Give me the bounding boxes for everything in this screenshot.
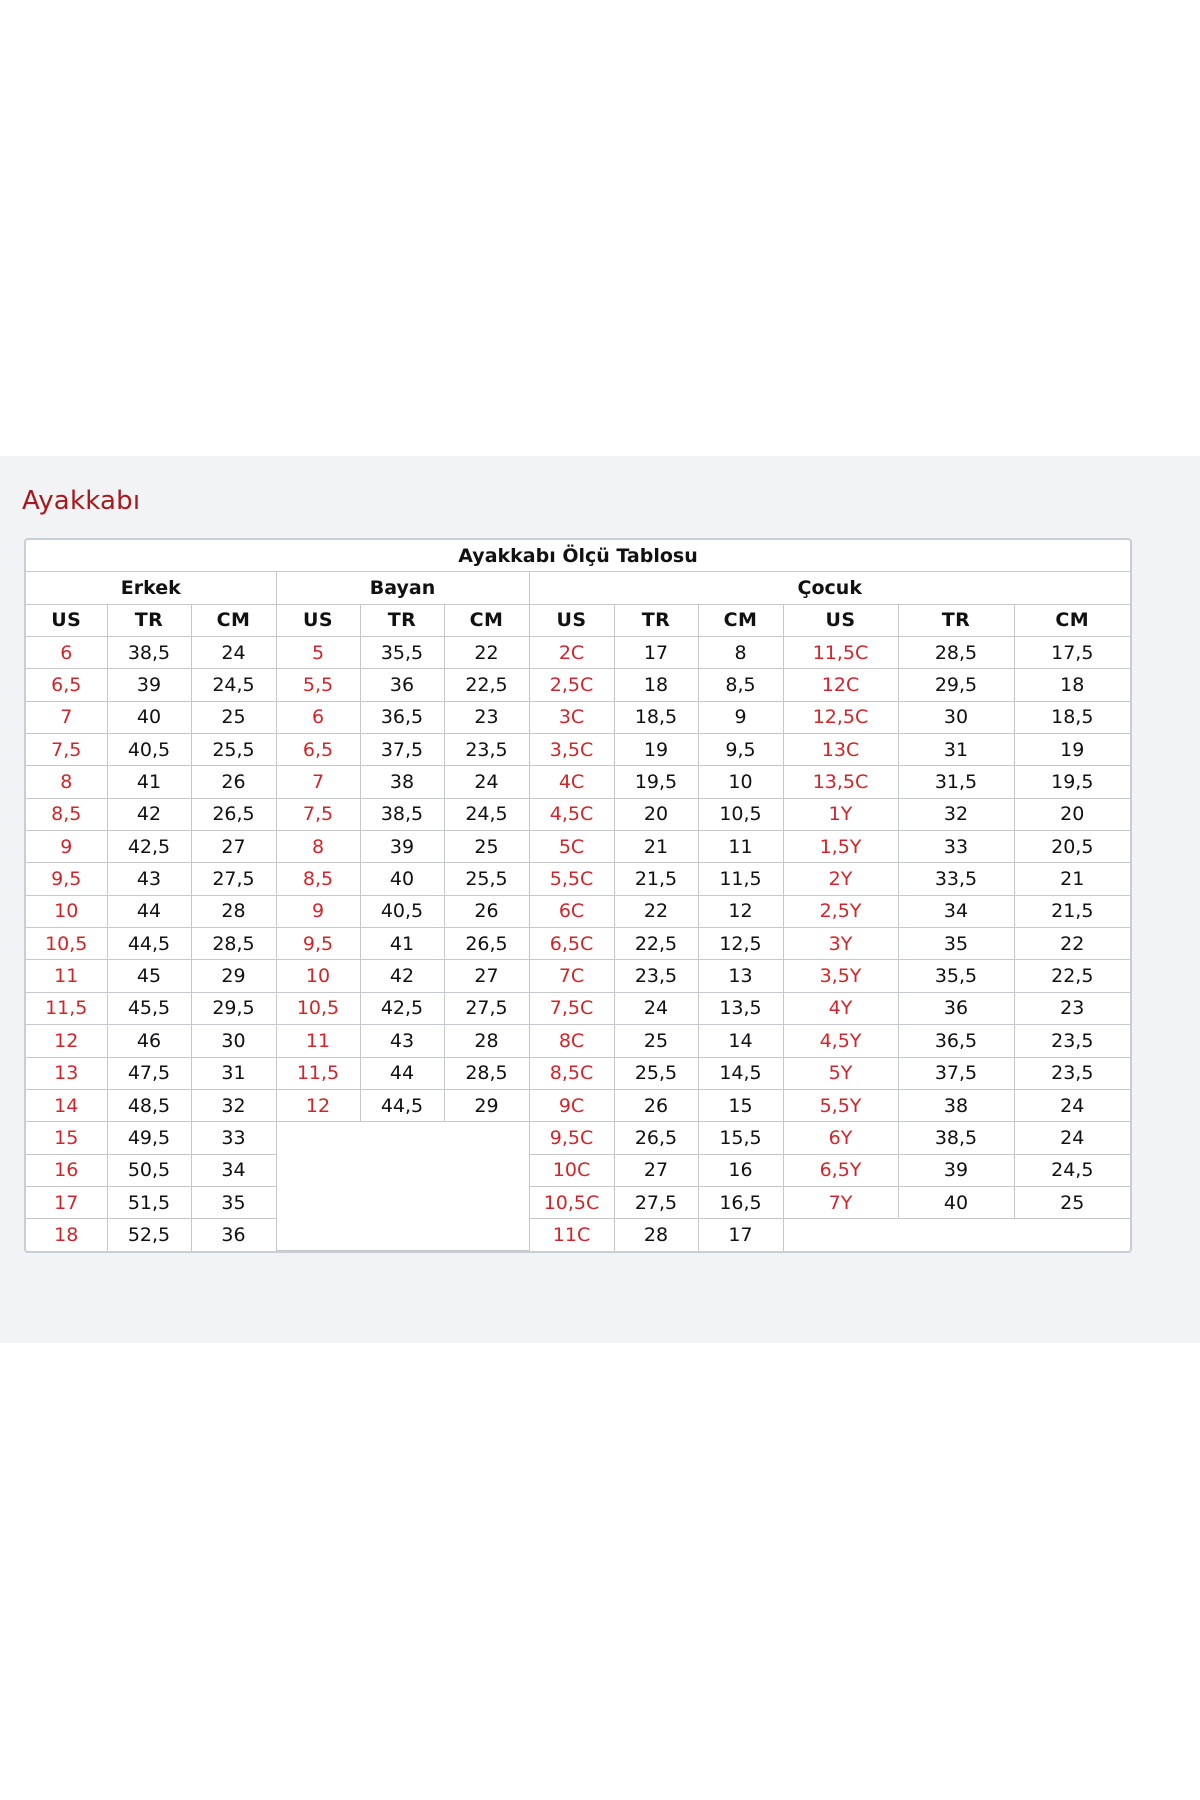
cell-us: 5C	[529, 831, 614, 863]
cell-us: 1Y	[783, 798, 898, 830]
cell-us: 13	[26, 1057, 107, 1089]
cell-cm: 15	[698, 1089, 783, 1121]
cell-cm: 23	[444, 701, 529, 733]
size-guide-panel	[0, 456, 1200, 1343]
cell-cm: 25	[1014, 1186, 1130, 1218]
cell-us: 8C	[529, 1025, 614, 1057]
cell-tr: 37,5	[360, 734, 444, 766]
cell-cm: 32	[191, 1089, 276, 1121]
cell-us: 3,5Y	[783, 960, 898, 992]
cell-cm: 34	[191, 1154, 276, 1186]
cell-tr: 21	[614, 831, 698, 863]
size-table	[26, 540, 1130, 1251]
cell-tr: 20	[614, 798, 698, 830]
table-row	[26, 1089, 1130, 1121]
column-header-row	[26, 604, 1130, 636]
cell-tr: 19,5	[614, 766, 698, 798]
cell-tr: 40	[360, 863, 444, 895]
cell-us: 8	[276, 831, 360, 863]
cell-tr: 36	[898, 992, 1014, 1024]
column-header-tr: TR	[614, 604, 698, 636]
cell-cm: 13	[698, 960, 783, 992]
cell-cm: 16	[698, 1154, 783, 1186]
column-header-us: US	[783, 604, 898, 636]
cell-us: 3C	[529, 701, 614, 733]
cell-cm: 36	[191, 1219, 276, 1251]
cell-cm: 24	[1014, 1089, 1130, 1121]
cell-us: 6,5	[26, 669, 107, 701]
cell-us: 2,5Y	[783, 895, 898, 927]
cell-tr: 42,5	[360, 992, 444, 1024]
cell-cm: 21,5	[1014, 895, 1130, 927]
cell-us: 10,5	[276, 992, 360, 1024]
cell-cm: 25	[444, 831, 529, 863]
cell-us: 6,5	[276, 734, 360, 766]
group-header-bayan: Bayan	[276, 572, 529, 604]
cell-us: 4C	[529, 766, 614, 798]
cell-cm: 25,5	[191, 734, 276, 766]
cell-tr: 52,5	[107, 1219, 191, 1251]
cell-cm: 12	[698, 895, 783, 927]
table-row	[26, 831, 1130, 863]
cell-cm: 33	[191, 1122, 276, 1154]
cell-tr: 37,5	[898, 1057, 1014, 1089]
cell-tr: 22	[614, 895, 698, 927]
cell-tr: 47,5	[107, 1057, 191, 1089]
cell-us: 6,5C	[529, 928, 614, 960]
cell-cm: 12,5	[698, 928, 783, 960]
cell-us: 15	[26, 1122, 107, 1154]
cell-cm: 22,5	[1014, 960, 1130, 992]
column-header-cm: CM	[444, 604, 529, 636]
cell-tr: 41	[360, 928, 444, 960]
cell-cm: 26,5	[191, 798, 276, 830]
cell-tr: 39	[360, 831, 444, 863]
cell-tr: 33	[898, 831, 1014, 863]
cell-us: 9,5	[26, 863, 107, 895]
empty-cell	[276, 1122, 529, 1251]
cell-us: 2,5C	[529, 669, 614, 701]
cell-tr: 23,5	[614, 960, 698, 992]
cell-cm: 35	[191, 1186, 276, 1218]
cell-us: 7C	[529, 960, 614, 992]
cell-cm: 24,5	[1014, 1154, 1130, 1186]
cell-us: 6C	[529, 895, 614, 927]
cell-tr: 24	[614, 992, 698, 1024]
cell-tr: 28	[614, 1219, 698, 1251]
table-row	[26, 734, 1130, 766]
empty-cell	[783, 1219, 1130, 1251]
cell-cm: 29	[444, 1089, 529, 1121]
cell-tr: 36,5	[898, 1025, 1014, 1057]
cell-us: 10,5C	[529, 1186, 614, 1218]
cell-us: 2C	[529, 637, 614, 669]
cell-us: 13,5C	[783, 766, 898, 798]
cell-cm: 15,5	[698, 1122, 783, 1154]
cell-cm: 8	[698, 637, 783, 669]
cell-cm: 19,5	[1014, 766, 1130, 798]
size-table-container	[24, 538, 1132, 1253]
cell-tr: 35,5	[360, 637, 444, 669]
cell-us: 4,5C	[529, 798, 614, 830]
cell-us: 11,5	[276, 1057, 360, 1089]
cell-us: 9C	[529, 1089, 614, 1121]
cell-cm: 23,5	[1014, 1057, 1130, 1089]
cell-cm: 22,5	[444, 669, 529, 701]
table-row	[26, 1057, 1130, 1089]
cell-cm: 28	[444, 1025, 529, 1057]
table-body	[26, 637, 1130, 1251]
column-header-cm: CM	[1014, 604, 1130, 636]
table-row	[26, 992, 1130, 1024]
cell-cm: 26	[444, 895, 529, 927]
cell-us: 12C	[783, 669, 898, 701]
cell-cm: 29,5	[191, 992, 276, 1024]
cell-cm: 27,5	[191, 863, 276, 895]
cell-cm: 28	[191, 895, 276, 927]
cell-cm: 24,5	[444, 798, 529, 830]
cell-tr: 33,5	[898, 863, 1014, 895]
cell-tr: 41	[107, 766, 191, 798]
column-header-us: US	[529, 604, 614, 636]
cell-cm: 26,5	[444, 928, 529, 960]
cell-tr: 44	[360, 1057, 444, 1089]
cell-tr: 31	[898, 734, 1014, 766]
table-row	[26, 669, 1130, 701]
table-caption: Ayakkabı Ölçü Tablosu	[26, 540, 1130, 572]
cell-tr: 43	[107, 863, 191, 895]
cell-us: 7	[26, 701, 107, 733]
cell-us: 6,5Y	[783, 1154, 898, 1186]
cell-us: 1,5Y	[783, 831, 898, 863]
cell-tr: 46	[107, 1025, 191, 1057]
cell-tr: 42,5	[107, 831, 191, 863]
cell-cm: 21	[1014, 863, 1130, 895]
cell-us: 9,5C	[529, 1122, 614, 1154]
column-header-tr: TR	[898, 604, 1014, 636]
cell-tr: 32	[898, 798, 1014, 830]
cell-us: 8,5	[26, 798, 107, 830]
cell-tr: 44,5	[107, 928, 191, 960]
cell-cm: 8,5	[698, 669, 783, 701]
cell-cm: 10	[698, 766, 783, 798]
cell-cm: 27,5	[444, 992, 529, 1024]
cell-tr: 27,5	[614, 1186, 698, 1218]
cell-us: 10	[26, 895, 107, 927]
cell-us: 8,5	[276, 863, 360, 895]
cell-tr: 27	[614, 1154, 698, 1186]
cell-tr: 18,5	[614, 701, 698, 733]
cell-tr: 38,5	[107, 637, 191, 669]
cell-us: 3Y	[783, 928, 898, 960]
table-row	[26, 1122, 1130, 1154]
table-row	[26, 960, 1130, 992]
cell-tr: 18	[614, 669, 698, 701]
cell-tr: 35,5	[898, 960, 1014, 992]
cell-tr: 26,5	[614, 1122, 698, 1154]
cell-us: 11	[26, 960, 107, 992]
cell-cm: 19	[1014, 734, 1130, 766]
cell-cm: 25	[191, 701, 276, 733]
table-row	[26, 637, 1130, 669]
table-row	[26, 863, 1130, 895]
cell-us: 7,5C	[529, 992, 614, 1024]
cell-cm: 25,5	[444, 863, 529, 895]
cell-tr: 21,5	[614, 863, 698, 895]
cell-tr: 45	[107, 960, 191, 992]
cell-us: 7,5	[26, 734, 107, 766]
cell-cm: 17	[698, 1219, 783, 1251]
column-header-cm: CM	[698, 604, 783, 636]
cell-tr: 25	[614, 1025, 698, 1057]
cell-us: 5,5	[276, 669, 360, 701]
cell-us: 12,5C	[783, 701, 898, 733]
cell-us: 12	[26, 1025, 107, 1057]
cell-tr: 49,5	[107, 1122, 191, 1154]
cell-us: 5,5Y	[783, 1089, 898, 1121]
cell-us: 18	[26, 1219, 107, 1251]
cell-us: 16	[26, 1154, 107, 1186]
cell-us: 5,5C	[529, 863, 614, 895]
cell-tr: 40,5	[360, 895, 444, 927]
cell-cm: 11,5	[698, 863, 783, 895]
cell-tr: 17	[614, 637, 698, 669]
cell-tr: 50,5	[107, 1154, 191, 1186]
cell-us: 5Y	[783, 1057, 898, 1089]
cell-tr: 45,5	[107, 992, 191, 1024]
cell-tr: 48,5	[107, 1089, 191, 1121]
cell-us: 11	[276, 1025, 360, 1057]
cell-tr: 44,5	[360, 1089, 444, 1121]
cell-us: 11C	[529, 1219, 614, 1251]
cell-us: 8,5C	[529, 1057, 614, 1089]
cell-tr: 22,5	[614, 928, 698, 960]
cell-tr: 39	[107, 669, 191, 701]
section-title: Ayakkabı	[22, 486, 141, 516]
cell-tr: 40,5	[107, 734, 191, 766]
cell-us: 17	[26, 1186, 107, 1218]
cell-cm: 20	[1014, 798, 1130, 830]
cell-tr: 31,5	[898, 766, 1014, 798]
column-header-tr: TR	[360, 604, 444, 636]
column-header-us: US	[26, 604, 107, 636]
cell-us: 2Y	[783, 863, 898, 895]
cell-cm: 23,5	[444, 734, 529, 766]
cell-tr: 43	[360, 1025, 444, 1057]
cell-us: 6	[276, 701, 360, 733]
cell-cm: 30	[191, 1025, 276, 1057]
cell-cm: 24	[191, 637, 276, 669]
group-header-cocuk: Çocuk	[529, 572, 1130, 604]
cell-tr: 28,5	[898, 637, 1014, 669]
cell-cm: 23	[1014, 992, 1130, 1024]
cell-us: 10,5	[26, 928, 107, 960]
cell-cm: 13,5	[698, 992, 783, 1024]
cell-us: 9	[26, 831, 107, 863]
cell-cm: 11	[698, 831, 783, 863]
cell-us: 8	[26, 766, 107, 798]
cell-cm: 20,5	[1014, 831, 1130, 863]
cell-cm: 27	[191, 831, 276, 863]
column-header-us: US	[276, 604, 360, 636]
cell-tr: 42	[360, 960, 444, 992]
table-row	[26, 1025, 1130, 1057]
cell-us: 9	[276, 895, 360, 927]
cell-tr: 35	[898, 928, 1014, 960]
table-row	[26, 928, 1130, 960]
cell-cm: 24	[444, 766, 529, 798]
cell-cm: 22	[444, 637, 529, 669]
cell-us: 4,5Y	[783, 1025, 898, 1057]
cell-us: 6	[26, 637, 107, 669]
cell-cm: 9,5	[698, 734, 783, 766]
cell-tr: 42	[107, 798, 191, 830]
cell-cm: 31	[191, 1057, 276, 1089]
column-header-tr: TR	[107, 604, 191, 636]
cell-tr: 39	[898, 1154, 1014, 1186]
cell-cm: 24,5	[191, 669, 276, 701]
cell-cm: 10,5	[698, 798, 783, 830]
cell-us: 11,5C	[783, 637, 898, 669]
cell-us: 10C	[529, 1154, 614, 1186]
column-header-cm: CM	[191, 604, 276, 636]
cell-tr: 40	[898, 1186, 1014, 1218]
cell-tr: 26	[614, 1089, 698, 1121]
cell-tr: 19	[614, 734, 698, 766]
cell-tr: 34	[898, 895, 1014, 927]
cell-tr: 38,5	[898, 1122, 1014, 1154]
cell-us: 3,5C	[529, 734, 614, 766]
cell-us: 6Y	[783, 1122, 898, 1154]
cell-cm: 22	[1014, 928, 1130, 960]
table-row	[26, 895, 1130, 927]
cell-cm: 14,5	[698, 1057, 783, 1089]
cell-cm: 18,5	[1014, 701, 1130, 733]
table-row	[26, 798, 1130, 830]
cell-us: 11,5	[26, 992, 107, 1024]
cell-tr: 40	[107, 701, 191, 733]
table-row	[26, 1186, 1130, 1218]
cell-cm: 26	[191, 766, 276, 798]
cell-us: 5	[276, 637, 360, 669]
cell-us: 10	[276, 960, 360, 992]
cell-cm: 28,5	[444, 1057, 529, 1089]
cell-tr: 29,5	[898, 669, 1014, 701]
cell-us: 14	[26, 1089, 107, 1121]
cell-tr: 36,5	[360, 701, 444, 733]
cell-us: 4Y	[783, 992, 898, 1024]
table-row	[26, 1219, 1130, 1251]
cell-cm: 17,5	[1014, 637, 1130, 669]
cell-tr: 38	[898, 1089, 1014, 1121]
cell-us: 9,5	[276, 928, 360, 960]
cell-cm: 27	[444, 960, 529, 992]
cell-cm: 29	[191, 960, 276, 992]
cell-us: 7Y	[783, 1186, 898, 1218]
cell-cm: 28,5	[191, 928, 276, 960]
cell-cm: 9	[698, 701, 783, 733]
cell-tr: 30	[898, 701, 1014, 733]
table-row	[26, 1154, 1130, 1186]
cell-cm: 24	[1014, 1122, 1130, 1154]
table-row	[26, 701, 1130, 733]
table-row	[26, 766, 1130, 798]
cell-tr: 38	[360, 766, 444, 798]
group-header-erkek: Erkek	[26, 572, 276, 604]
cell-us: 7	[276, 766, 360, 798]
cell-tr: 38,5	[360, 798, 444, 830]
cell-tr: 51,5	[107, 1186, 191, 1218]
cell-us: 7,5	[276, 798, 360, 830]
cell-tr: 44	[107, 895, 191, 927]
cell-tr: 36	[360, 669, 444, 701]
cell-cm: 16,5	[698, 1186, 783, 1218]
cell-cm: 14	[698, 1025, 783, 1057]
cell-cm: 23,5	[1014, 1025, 1130, 1057]
cell-tr: 25,5	[614, 1057, 698, 1089]
cell-us: 13C	[783, 734, 898, 766]
cell-us: 12	[276, 1089, 360, 1121]
cell-cm: 18	[1014, 669, 1130, 701]
